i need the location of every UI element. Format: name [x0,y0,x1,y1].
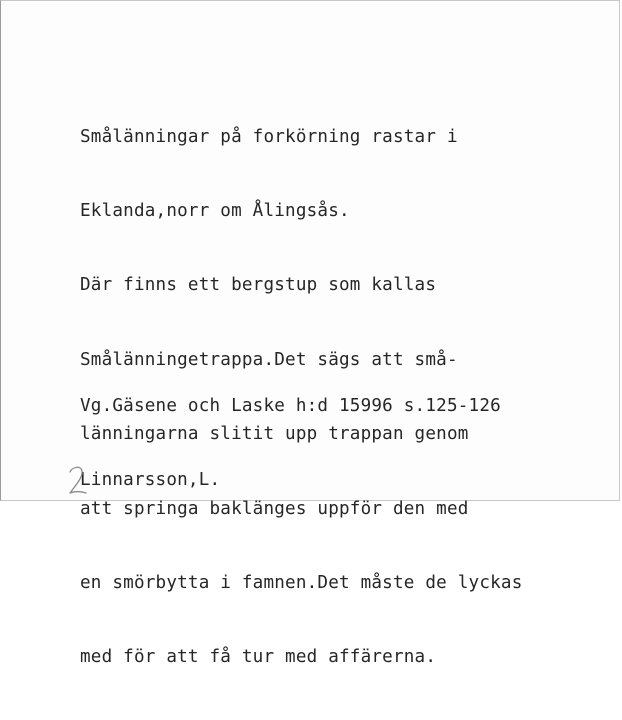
source-reference [80,344,501,542]
source-line: Vg.Gäsene och Laske h:d 15996 s.125-126 [80,395,501,416]
text-line: Smålänningetrappa.Det sägs att små- [80,349,458,370]
text-line: Där finns ett bergstup som kallas [80,275,437,296]
text-line: med för att få tur med affärerna. [80,647,437,668]
handwritten-page-number [61,463,91,501]
text-line: länningarna slitit upp trappan genom [80,424,469,445]
source-line: Linnarsson,L. [80,469,221,490]
text-line: en smörbytta i famnen.Det måste de lyckas [80,572,523,593]
text-line: att springa baklänges uppför den med [80,498,469,519]
text-line: Eklanda,norr om Ålingsås. [80,200,350,221]
text-line: Smålänningar på forkörning rastar i [80,126,458,147]
